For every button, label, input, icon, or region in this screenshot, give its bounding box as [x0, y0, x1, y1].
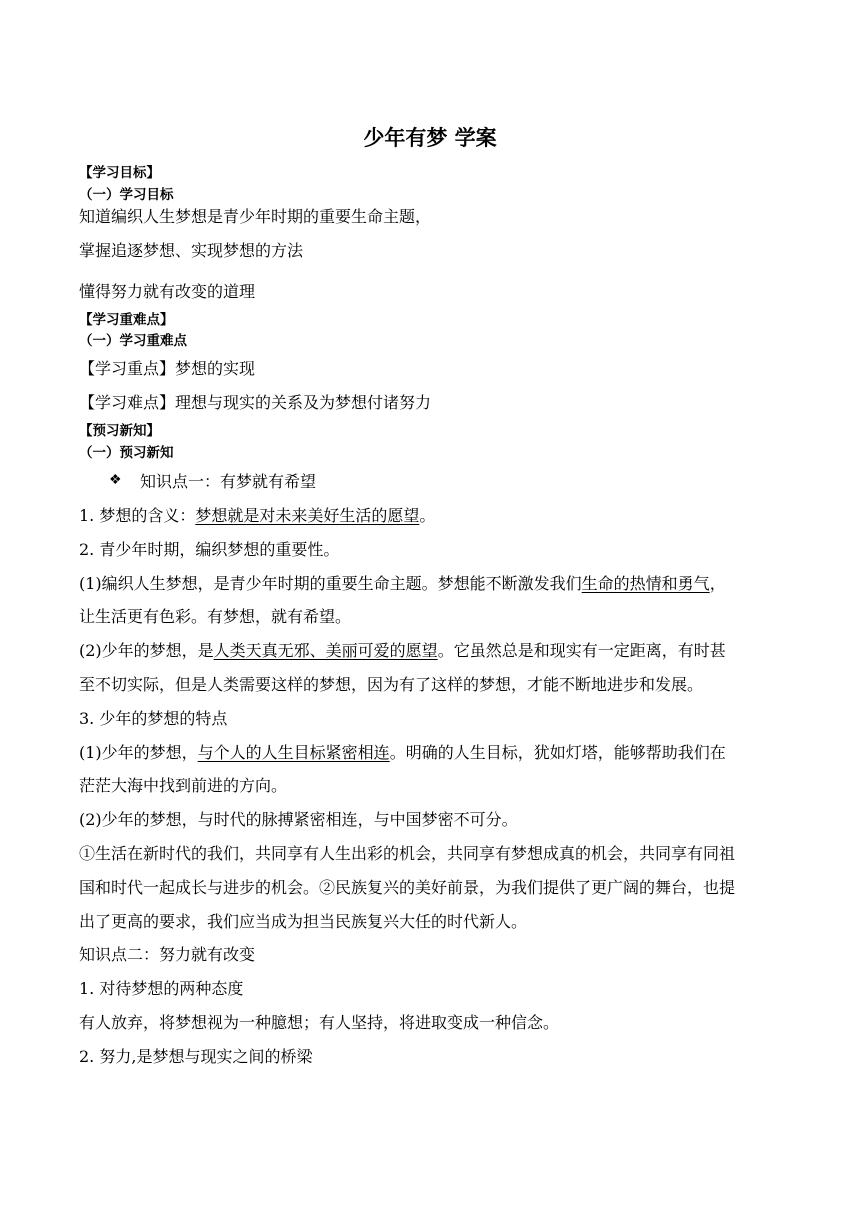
knowledge-point-2: 知识点二：努力就有改变 [79, 945, 256, 964]
paragraph-4b: 至不切实际，但是人类需要这样的梦想，因为有了这样的梦想，才能不断地进步和发展。 [79, 675, 704, 694]
goal-line-3: 懂得努力就有改变的道理 [79, 282, 256, 301]
section-heading-goals: 【学习目标】 [79, 165, 160, 181]
paragraph-3a: (1)编织人生梦想，是青少年时期的重要生命主题。梦想能不断激发我们生命的热情和勇气， [79, 574, 726, 593]
paragraph-6a: (1)少年的梦想，与个人的人生目标紧密相连。明确的人生目标，犹如灯塔，能够帮助我们在 [79, 743, 726, 762]
subheading-keypoints: （一）学习重难点 [79, 333, 187, 349]
goal-line-2: 掌握追逐梦想、实现梦想的方法 [79, 241, 304, 260]
paragraph-2: 2. 青少年时期，编织梦想的重要性。 [79, 540, 340, 559]
paragraph-8a: ①生活在新时代的我们，共同享有人生出彩的机会，共同享有梦想成真的机会，共同享有同祖 [79, 844, 736, 863]
paragraph-4a: (2)少年的梦想，是人类天真无邪、美丽可爱的愿望。它虽然总是和现实有一定距离，有时甚 [79, 641, 726, 660]
knowledge-point-1: 知识点一：有梦就有希望 [140, 472, 317, 491]
paragraph-7: (2)少年的梦想，与时代的脉搏紧密相连，与中国梦密不可分。 [79, 810, 518, 829]
paragraph-6b: 茫茫大海中找到前进的方向。 [79, 776, 288, 795]
subheading-goals: （一）学习目标 [79, 187, 174, 203]
paragraph-8c: 出了更高的要求，我们应当成为担当民族复兴大任的时代新人。 [79, 912, 528, 931]
paragraph-1: 1. 梦想的含义：梦想就是对未来美好生活的愿望。 [79, 506, 436, 525]
paragraph-11: 2. 努力,是梦想与现实之间的桥梁 [79, 1047, 313, 1066]
section-heading-keypoints: 【学习重难点】 [79, 312, 174, 328]
paragraph-5: 3. 少年的梦想的特点 [79, 709, 228, 728]
goal-line-1: 知道编织人生梦想是青少年时期的重要生命主题， [79, 207, 432, 226]
paragraph-9: 1. 对待梦想的两种态度 [79, 979, 244, 998]
paragraph-10: 有人放弃，将梦想视为一种臆想；有人坚持，将进取变成一种信念。 [79, 1013, 560, 1032]
difficulty-line: 【学习难点】理想与现实的关系及为梦想付诸努力 [79, 393, 432, 412]
keypoint-line: 【学习重点】梦想的实现 [79, 359, 256, 378]
subheading-preview: （一）预习新知 [79, 445, 174, 461]
diamond-bullet-icon: ❖ [109, 472, 122, 488]
section-heading-preview: 【预习新知】 [79, 423, 160, 439]
paragraph-3b: 让生活更有色彩。有梦想，就有希望。 [79, 607, 352, 626]
paragraph-8b: 国和时代一起成长与进步的机会。②民族复兴的美好前景，为我们提供了更广阔的舞台，也提 [79, 878, 736, 897]
page-title: 少年有梦 学案 [363, 126, 497, 150]
